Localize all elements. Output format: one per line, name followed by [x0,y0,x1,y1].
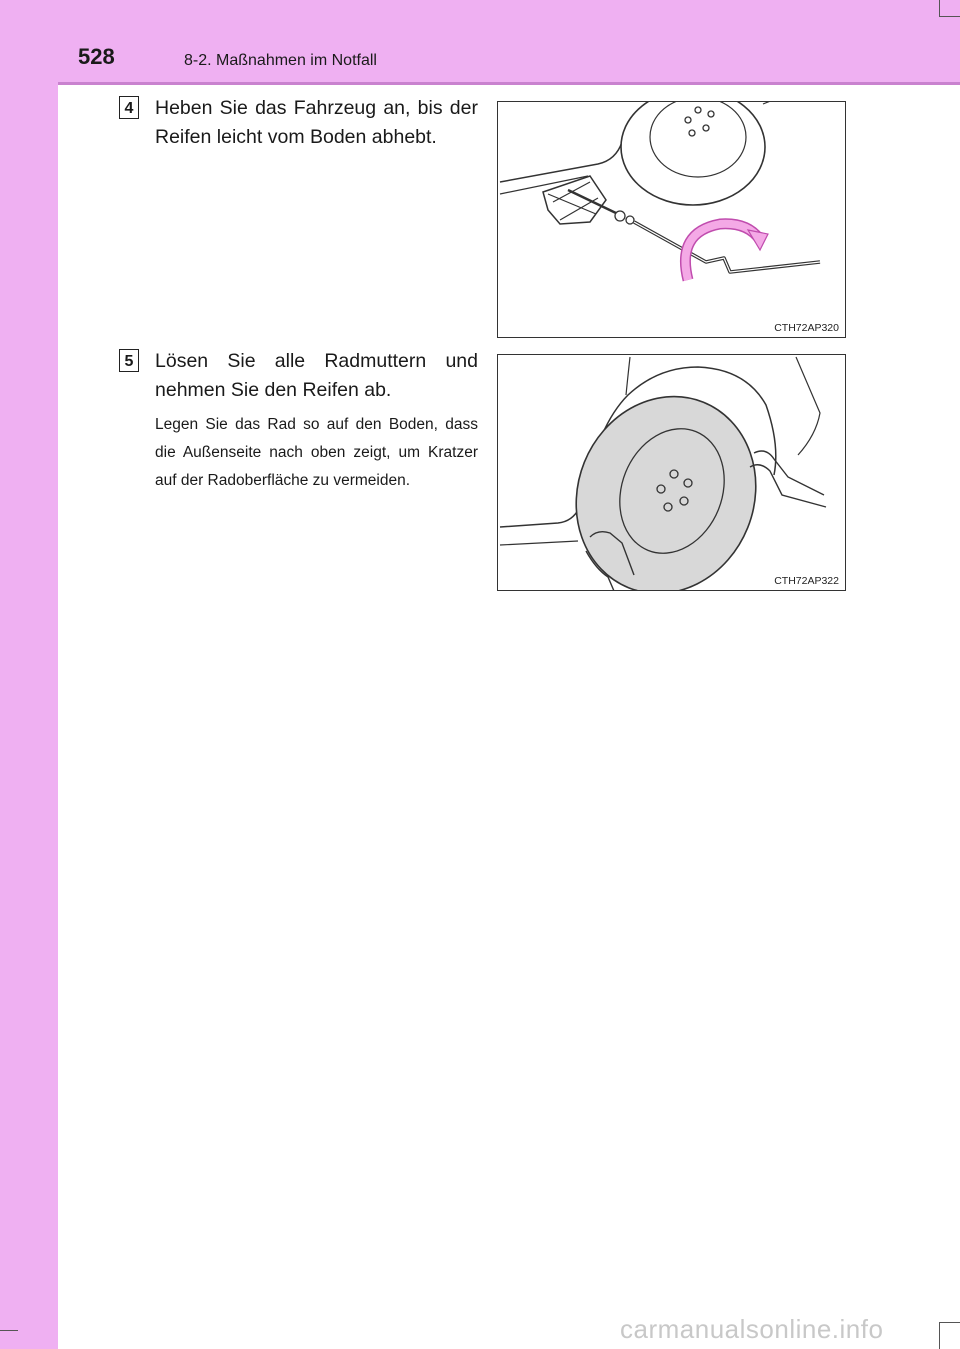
figure-jack-raising [497,101,846,338]
figure-code: CTH72AP320 [774,322,839,334]
step-note: Legen Sie das Rad so auf den Boden, dass die Außenseite nach oben zeigt, um Kratzer auf der Radoberfläche zu vermeiden. [155,416,478,489]
wheel-illustration [498,355,846,591]
crop-mark [939,1322,940,1349]
crop-mark [939,0,940,16]
header-band [58,0,960,84]
page-number: 528 [78,44,115,69]
step-instruction: Heben Sie das Fahrzeug an, bis der Reifen leicht vom Boden abhebt. [155,97,478,148]
step-number-badge: 5 [119,349,139,372]
crop-mark [0,1330,18,1331]
step-number-badge: 4 [119,96,139,119]
jack-illustration [498,102,846,338]
crop-mark [939,16,960,17]
watermark: carmanualsonline.info [620,1314,884,1344]
section-title: 8-2. Maßnahmen im Notfall [184,52,377,69]
crop-mark [939,1322,960,1323]
figure-wheel-removal [497,354,846,591]
side-color-band [0,0,58,1349]
figure-code: CTH72AP322 [774,575,839,587]
step-instruction: Lösen Sie alle Radmuttern und nehmen Sie den Reifen ab. [155,350,478,401]
header-divider [58,82,960,85]
